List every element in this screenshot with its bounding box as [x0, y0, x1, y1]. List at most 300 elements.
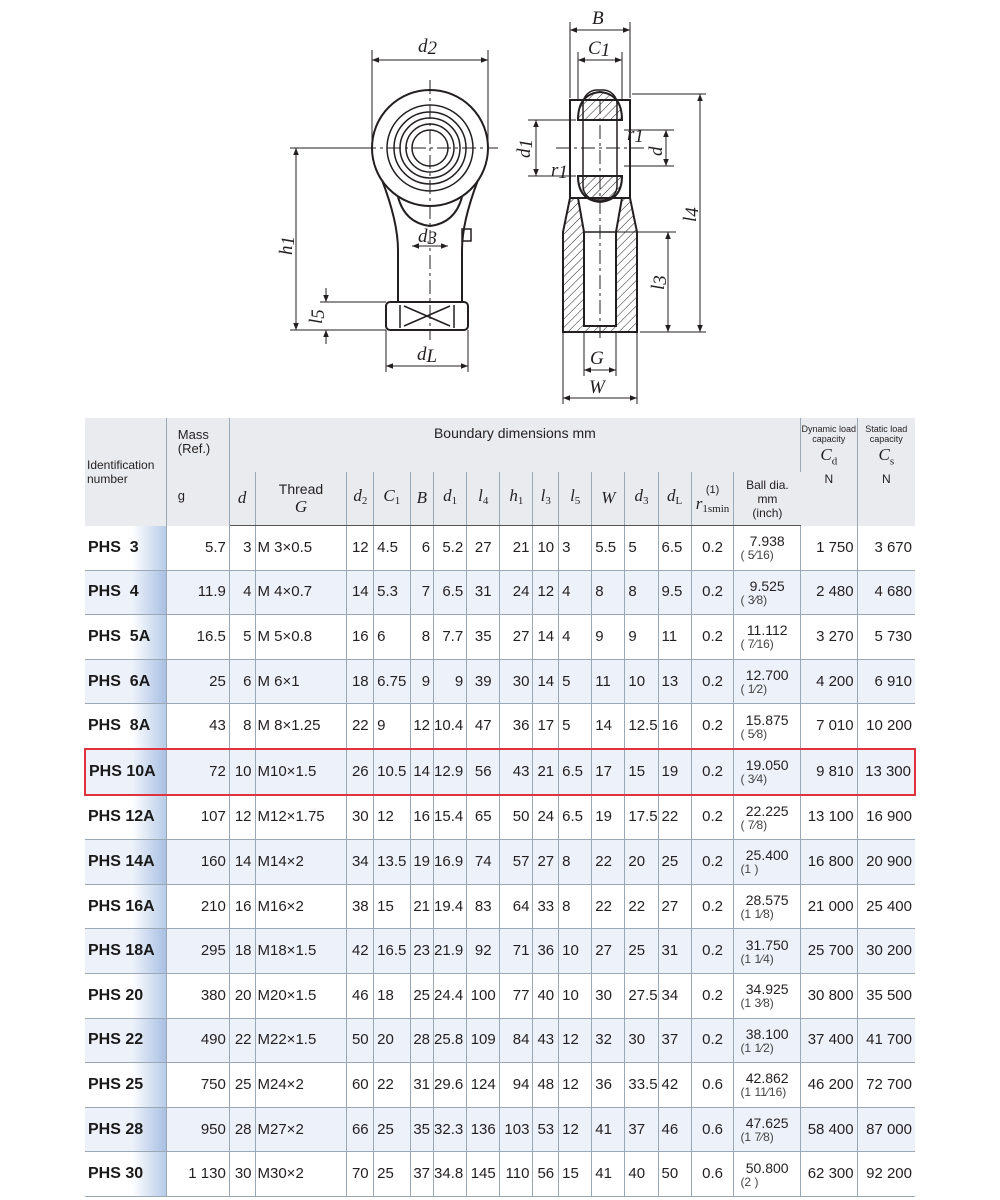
cell-d2: 14	[347, 570, 374, 615]
cell-identification-number: PHS 28	[85, 1107, 166, 1152]
cell-b: 14	[410, 749, 434, 795]
cell-h1: 30	[500, 659, 533, 704]
cell-b: 31	[410, 1063, 434, 1108]
cell-identification-number: PHS 5A	[85, 615, 166, 660]
cell-b: 37	[410, 1152, 434, 1197]
cell-d2: 16	[347, 615, 374, 660]
cell-w: 22	[592, 884, 625, 929]
cell-w: 8	[592, 570, 625, 615]
dimension-table-container	[84, 418, 916, 1197]
cell-l3: 43	[533, 1018, 559, 1063]
cell-h1: 110	[500, 1152, 533, 1197]
table-row	[85, 1063, 915, 1108]
cell-identification-number: PHS 18A	[85, 929, 166, 974]
header-mass: Mass (Ref.) g	[166, 418, 229, 526]
header-r1smin: (1) $r_{1smin}$	[691, 472, 734, 526]
cell-d3: 20	[625, 840, 658, 885]
ball-mm: 42.862	[745, 1070, 789, 1087]
label-l5: l5	[306, 309, 329, 324]
cell-dl: 25	[658, 840, 691, 885]
cell-l5: 5	[559, 704, 592, 749]
cell-r1smin: 0.2	[691, 749, 734, 795]
label-d3: d3	[418, 226, 437, 249]
table-row	[85, 659, 915, 704]
ball-inch: ( 1⁄2)	[740, 682, 768, 697]
cell-c1: 15	[374, 884, 410, 929]
cell-d: 30	[229, 1152, 255, 1197]
cell-d3: 40	[625, 1152, 658, 1197]
cell-w: 5.5	[592, 526, 625, 571]
ball-mm: 11.112	[746, 622, 788, 639]
cell-l4: 47	[467, 704, 500, 749]
cell-thread: M27×2	[255, 1107, 347, 1152]
cell-c1: 6	[374, 615, 410, 660]
cell-dynamic-load: 7 010	[800, 704, 857, 749]
cell-l3: 17	[533, 704, 559, 749]
cell-mass: 1 130	[166, 1152, 229, 1197]
table-row	[85, 884, 915, 929]
cell-ball-diameter	[734, 929, 801, 974]
cell-thread: M 5×0.8	[255, 615, 347, 660]
cell-thread: M24×2	[255, 1063, 347, 1108]
cell-d3: 8	[625, 570, 658, 615]
cell-d: 10	[229, 749, 255, 795]
cell-c1: 13.5	[374, 840, 410, 885]
ball-mm: 25.400	[745, 847, 789, 864]
cell-d3: 33.5	[625, 1063, 658, 1108]
cell-d1: 29.6	[434, 1063, 467, 1108]
cell-h1: 27	[500, 615, 533, 660]
cell-l4: 35	[467, 615, 500, 660]
cell-c1: 9	[374, 704, 410, 749]
cell-identification-number: PHS 25	[85, 1063, 166, 1108]
cell-dynamic-load: 21 000	[800, 884, 857, 929]
cell-d1: 16.9	[434, 840, 467, 885]
cell-w: 19	[592, 795, 625, 840]
cell-d: 14	[229, 840, 255, 885]
cell-l5: 4	[559, 615, 592, 660]
cell-ball-diameter	[734, 1063, 801, 1108]
ball-mm: 12.700	[745, 667, 789, 684]
cell-identification-number: PHS 22	[85, 1018, 166, 1063]
cell-thread: M16×2	[255, 884, 347, 929]
ball-inch: (1 1⁄4)	[740, 951, 774, 966]
cell-d1: 32.3	[434, 1107, 467, 1152]
table-row	[85, 615, 915, 660]
label-G: G	[590, 348, 604, 369]
header-boundary-dimensions: Boundary dimensions mm	[229, 418, 800, 472]
cell-w: 41	[592, 1107, 625, 1152]
cell-dynamic-load: 62 300	[800, 1152, 857, 1197]
cell-l5: 6.5	[559, 749, 592, 795]
cell-dynamic-load: 46 200	[800, 1063, 857, 1108]
cell-l4: 27	[467, 526, 500, 571]
cell-d: 6	[229, 659, 255, 704]
cell-mass: 16.5	[166, 615, 229, 660]
rod-end-drawing	[0, 0, 1000, 410]
cell-l4: 92	[467, 929, 500, 974]
cell-d: 3	[229, 526, 255, 571]
cell-dynamic-load: 37 400	[800, 1018, 857, 1063]
cell-static-load: 5 730	[857, 615, 915, 660]
header-b: B	[410, 472, 434, 526]
cell-dynamic-load: 30 800	[800, 973, 857, 1018]
cell-dl: 6.5	[658, 526, 691, 571]
header-ball-diameter: Ball dia. mm (inch)	[734, 472, 801, 526]
cell-w: 41	[592, 1152, 625, 1197]
ball-inch: (1 11⁄16)	[740, 1085, 787, 1100]
cell-r1smin: 0.2	[691, 659, 734, 704]
cell-dynamic-load: 4 200	[800, 659, 857, 704]
cell-l4: 39	[467, 659, 500, 704]
ball-inch: ( 3⁄4)	[740, 772, 768, 787]
ball-inch: ( 7⁄8)	[740, 817, 768, 832]
header-c1: $C_1$	[374, 472, 410, 526]
cell-identification-number: PHS 6A	[85, 659, 166, 704]
ball-inch: ( 3⁄8)	[740, 592, 768, 607]
cell-h1: 77	[500, 973, 533, 1018]
cell-r1smin: 0.2	[691, 884, 734, 929]
cell-l4: 56	[467, 749, 500, 795]
ball-inch: ( 5⁄8)	[740, 726, 768, 741]
cell-dynamic-load: 16 800	[800, 840, 857, 885]
cell-d2: 50	[347, 1018, 374, 1063]
cell-d1: 5.2	[434, 526, 467, 571]
cell-h1: 21	[500, 526, 533, 571]
cell-l5: 5	[559, 659, 592, 704]
cell-l3: 48	[533, 1063, 559, 1108]
table-row	[85, 795, 915, 840]
cell-b: 25	[410, 973, 434, 1018]
cell-ball-diameter	[734, 884, 801, 929]
label-W: W	[589, 377, 605, 398]
ball-inch: (1 3⁄8)	[740, 996, 774, 1011]
cell-identification-number: PHS 16A	[85, 884, 166, 929]
cell-mass: 25	[166, 659, 229, 704]
cell-l4: 83	[467, 884, 500, 929]
cell-dynamic-load: 58 400	[800, 1107, 857, 1152]
ball-inch: (1 1⁄2)	[740, 1040, 774, 1055]
cell-ball-diameter	[734, 659, 801, 704]
cell-h1: 24	[500, 570, 533, 615]
cell-w: 36	[592, 1063, 625, 1108]
table-body	[85, 526, 915, 1197]
cell-dl: 22	[658, 795, 691, 840]
cell-dl: 46	[658, 1107, 691, 1152]
ball-mm: 7.938	[749, 533, 785, 550]
cell-c1: 5.3	[374, 570, 410, 615]
header-l3: $l_3$	[533, 472, 559, 526]
cell-r1smin: 0.2	[691, 1018, 734, 1063]
cell-l3: 21	[533, 749, 559, 795]
cell-dl: 27	[658, 884, 691, 929]
cell-w: 9	[592, 615, 625, 660]
header-l5: $l_5$	[559, 472, 592, 526]
ball-mm: 15.875	[745, 711, 789, 728]
cell-static-load: 20 900	[857, 840, 915, 885]
cell-dl: 42	[658, 1063, 691, 1108]
cell-static-load: 87 000	[857, 1107, 915, 1152]
cell-dl: 37	[658, 1018, 691, 1063]
cell-static-load: 25 400	[857, 884, 915, 929]
ball-inch: (1 7⁄8)	[740, 1130, 774, 1145]
ball-mm: 31.750	[745, 936, 789, 953]
table-row	[85, 749, 915, 795]
cell-c1: 16.5	[374, 929, 410, 974]
cell-static-load: 92 200	[857, 1152, 915, 1197]
cell-d2: 34	[347, 840, 374, 885]
cell-r1smin: 0.6	[691, 1063, 734, 1108]
cell-l5: 12	[559, 1063, 592, 1108]
cell-ball-diameter	[734, 570, 801, 615]
cell-l3: 10	[533, 526, 559, 571]
cell-r1smin: 0.2	[691, 973, 734, 1018]
cell-dl: 9.5	[658, 570, 691, 615]
cell-dynamic-load: 25 700	[800, 929, 857, 974]
cell-d: 4	[229, 570, 255, 615]
table-row	[85, 1152, 915, 1197]
cell-mass: 750	[166, 1063, 229, 1108]
cell-ball-diameter	[734, 1107, 801, 1152]
cell-c1: 18	[374, 973, 410, 1018]
cell-static-load: 16 900	[857, 795, 915, 840]
cell-thread: M20×1.5	[255, 973, 347, 1018]
cell-l3: 12	[533, 570, 559, 615]
cell-b: 16	[410, 795, 434, 840]
cell-l3: 33	[533, 884, 559, 929]
cell-dynamic-load: 1 750	[800, 526, 857, 571]
cell-r1smin: 0.2	[691, 570, 734, 615]
cell-dl: 50	[658, 1152, 691, 1197]
cell-d: 16	[229, 884, 255, 929]
cell-d2: 60	[347, 1063, 374, 1108]
cell-r1smin: 0.2	[691, 840, 734, 885]
cell-l4: 74	[467, 840, 500, 885]
cell-thread: M 8×1.25	[255, 704, 347, 749]
cell-identification-number: PHS 14A	[85, 840, 166, 885]
cell-dl: 31	[658, 929, 691, 974]
table-row	[85, 1018, 915, 1063]
cell-l3: 27	[533, 840, 559, 885]
cell-ball-diameter	[734, 704, 801, 749]
label-dL: dL	[417, 344, 438, 367]
front-view	[362, 80, 498, 340]
cell-h1: 50	[500, 795, 533, 840]
cell-d1: 7.7	[434, 615, 467, 660]
cell-thread: M18×1.5	[255, 929, 347, 974]
cell-static-load: 3 670	[857, 526, 915, 571]
cell-thread: M 4×0.7	[255, 570, 347, 615]
cell-identification-number: PHS 10A	[85, 749, 166, 795]
cell-c1: 22	[374, 1063, 410, 1108]
cell-b: 9	[410, 659, 434, 704]
ball-mm: 47.625	[745, 1115, 789, 1132]
cell-static-load: 6 910	[857, 659, 915, 704]
cell-c1: 10.5	[374, 749, 410, 795]
cell-l5: 3	[559, 526, 592, 571]
cell-d1: 25.8	[434, 1018, 467, 1063]
cell-thread: M 6×1	[255, 659, 347, 704]
dimension-table	[84, 418, 916, 1197]
cell-l3: 53	[533, 1107, 559, 1152]
cell-d1: 12.9	[434, 749, 467, 795]
cell-mass: 950	[166, 1107, 229, 1152]
cell-d: 28	[229, 1107, 255, 1152]
cell-static-load: 13 300	[857, 749, 915, 795]
cell-identification-number: PHS 30	[85, 1152, 166, 1197]
cell-l4: 65	[467, 795, 500, 840]
cell-dl: 34	[658, 973, 691, 1018]
cell-b: 12	[410, 704, 434, 749]
label-l3: l3	[648, 275, 671, 290]
cell-l3: 14	[533, 659, 559, 704]
ball-mm: 19.050	[745, 757, 789, 774]
cell-dynamic-load: 13 100	[800, 795, 857, 840]
cell-l4: 124	[467, 1063, 500, 1108]
cell-c1: 12	[374, 795, 410, 840]
cell-l5: 12	[559, 1107, 592, 1152]
cell-l3: 56	[533, 1152, 559, 1197]
cell-ball-diameter	[734, 526, 801, 571]
cell-l5: 10	[559, 929, 592, 974]
cell-identification-number: PHS 8A	[85, 704, 166, 749]
cell-c1: 4.5	[374, 526, 410, 571]
cell-w: 11	[592, 659, 625, 704]
cell-r1smin: 0.6	[691, 1107, 734, 1152]
cell-dynamic-load: 2 480	[800, 570, 857, 615]
cell-l4: 145	[467, 1152, 500, 1197]
cell-thread: M30×2	[255, 1152, 347, 1197]
cell-ball-diameter	[734, 1152, 801, 1197]
ball-inch: (1 )	[740, 862, 759, 877]
table-row	[85, 1107, 915, 1152]
cell-mass: 107	[166, 795, 229, 840]
cell-ball-diameter	[734, 795, 801, 840]
ball-mm: 34.925	[745, 981, 789, 998]
header-dynamic-load-capacity: Dynamic load capacity $C_d$ N	[800, 418, 857, 526]
cell-d1: 6.5	[434, 570, 467, 615]
table-row	[85, 526, 915, 571]
cell-d2: 46	[347, 973, 374, 1018]
cell-l4: 31	[467, 570, 500, 615]
cell-r1smin: 0.2	[691, 526, 734, 571]
cell-b: 28	[410, 1018, 434, 1063]
table-row	[85, 840, 915, 885]
cell-l3: 24	[533, 795, 559, 840]
cell-d2: 26	[347, 749, 374, 795]
header-d3: $d_3$	[625, 472, 658, 526]
cell-dl: 16	[658, 704, 691, 749]
cell-w: 27	[592, 929, 625, 974]
label-d2: d2	[418, 36, 437, 59]
cell-ball-diameter	[734, 973, 801, 1018]
cell-d2: 38	[347, 884, 374, 929]
cell-h1: 64	[500, 884, 533, 929]
cell-l4: 100	[467, 973, 500, 1018]
cell-thread: M12×1.75	[255, 795, 347, 840]
cell-l5: 8	[559, 884, 592, 929]
cell-l5: 15	[559, 1152, 592, 1197]
cell-c1: 25	[374, 1107, 410, 1152]
cell-d3: 15	[625, 749, 658, 795]
cell-d3: 5	[625, 526, 658, 571]
cell-r1smin: 0.2	[691, 615, 734, 660]
cell-l5: 12	[559, 1018, 592, 1063]
cell-h1: 103	[500, 1107, 533, 1152]
cell-h1: 84	[500, 1018, 533, 1063]
cell-d3: 10	[625, 659, 658, 704]
cell-d2: 30	[347, 795, 374, 840]
cell-w: 32	[592, 1018, 625, 1063]
header-dl: $d_L$	[658, 472, 691, 526]
ball-inch: ( 5⁄16)	[740, 548, 774, 563]
cell-r1smin: 0.2	[691, 929, 734, 974]
cell-r1smin: 0.2	[691, 795, 734, 840]
ball-inch: (2 )	[740, 1174, 759, 1189]
cell-l3: 14	[533, 615, 559, 660]
cell-h1: 36	[500, 704, 533, 749]
cell-mass: 43	[166, 704, 229, 749]
cell-c1: 25	[374, 1152, 410, 1197]
cell-h1: 94	[500, 1063, 533, 1108]
cell-thread: M10×1.5	[255, 749, 347, 795]
cell-d3: 30	[625, 1018, 658, 1063]
cell-l5: 8	[559, 840, 592, 885]
cell-d3: 37	[625, 1107, 658, 1152]
cell-d3: 27.5	[625, 973, 658, 1018]
cell-dl: 13	[658, 659, 691, 704]
label-d: d	[646, 146, 667, 156]
side-view-dimensions	[528, 22, 706, 404]
label-l4: l4	[680, 207, 703, 222]
cell-d2: 42	[347, 929, 374, 974]
cell-mass: 210	[166, 884, 229, 929]
cell-d2: 66	[347, 1107, 374, 1152]
cell-d1: 19.4	[434, 884, 467, 929]
cell-d3: 22	[625, 884, 658, 929]
label-d1: d1	[514, 139, 537, 158]
cell-w: 30	[592, 973, 625, 1018]
table-row	[85, 704, 915, 749]
ball-mm: 22.225	[745, 802, 789, 819]
cell-h1: 71	[500, 929, 533, 974]
header-static-load-capacity: Static load capacity $C_s$ N	[857, 418, 915, 526]
cell-thread: M22×1.5	[255, 1018, 347, 1063]
cell-mass: 5.7	[166, 526, 229, 571]
cell-mass: 490	[166, 1018, 229, 1063]
cell-d3: 25	[625, 929, 658, 974]
cell-d: 18	[229, 929, 255, 974]
cell-dynamic-load: 9 810	[800, 749, 857, 795]
cell-l3: 40	[533, 973, 559, 1018]
cell-static-load: 30 200	[857, 929, 915, 974]
cell-dl: 19	[658, 749, 691, 795]
cell-d2: 70	[347, 1152, 374, 1197]
cell-d1: 34.8	[434, 1152, 467, 1197]
cell-d: 8	[229, 704, 255, 749]
cell-h1: 43	[500, 749, 533, 795]
cell-d2: 18	[347, 659, 374, 704]
cell-mass: 11.9	[166, 570, 229, 615]
cell-thread: M14×2	[255, 840, 347, 885]
cell-b: 23	[410, 929, 434, 974]
cell-dl: 11	[658, 615, 691, 660]
cell-static-load: 41 700	[857, 1018, 915, 1063]
cell-identification-number: PHS 4	[85, 570, 166, 615]
cell-l4: 136	[467, 1107, 500, 1152]
cell-w: 22	[592, 840, 625, 885]
ball-mm: 28.575	[745, 892, 789, 909]
